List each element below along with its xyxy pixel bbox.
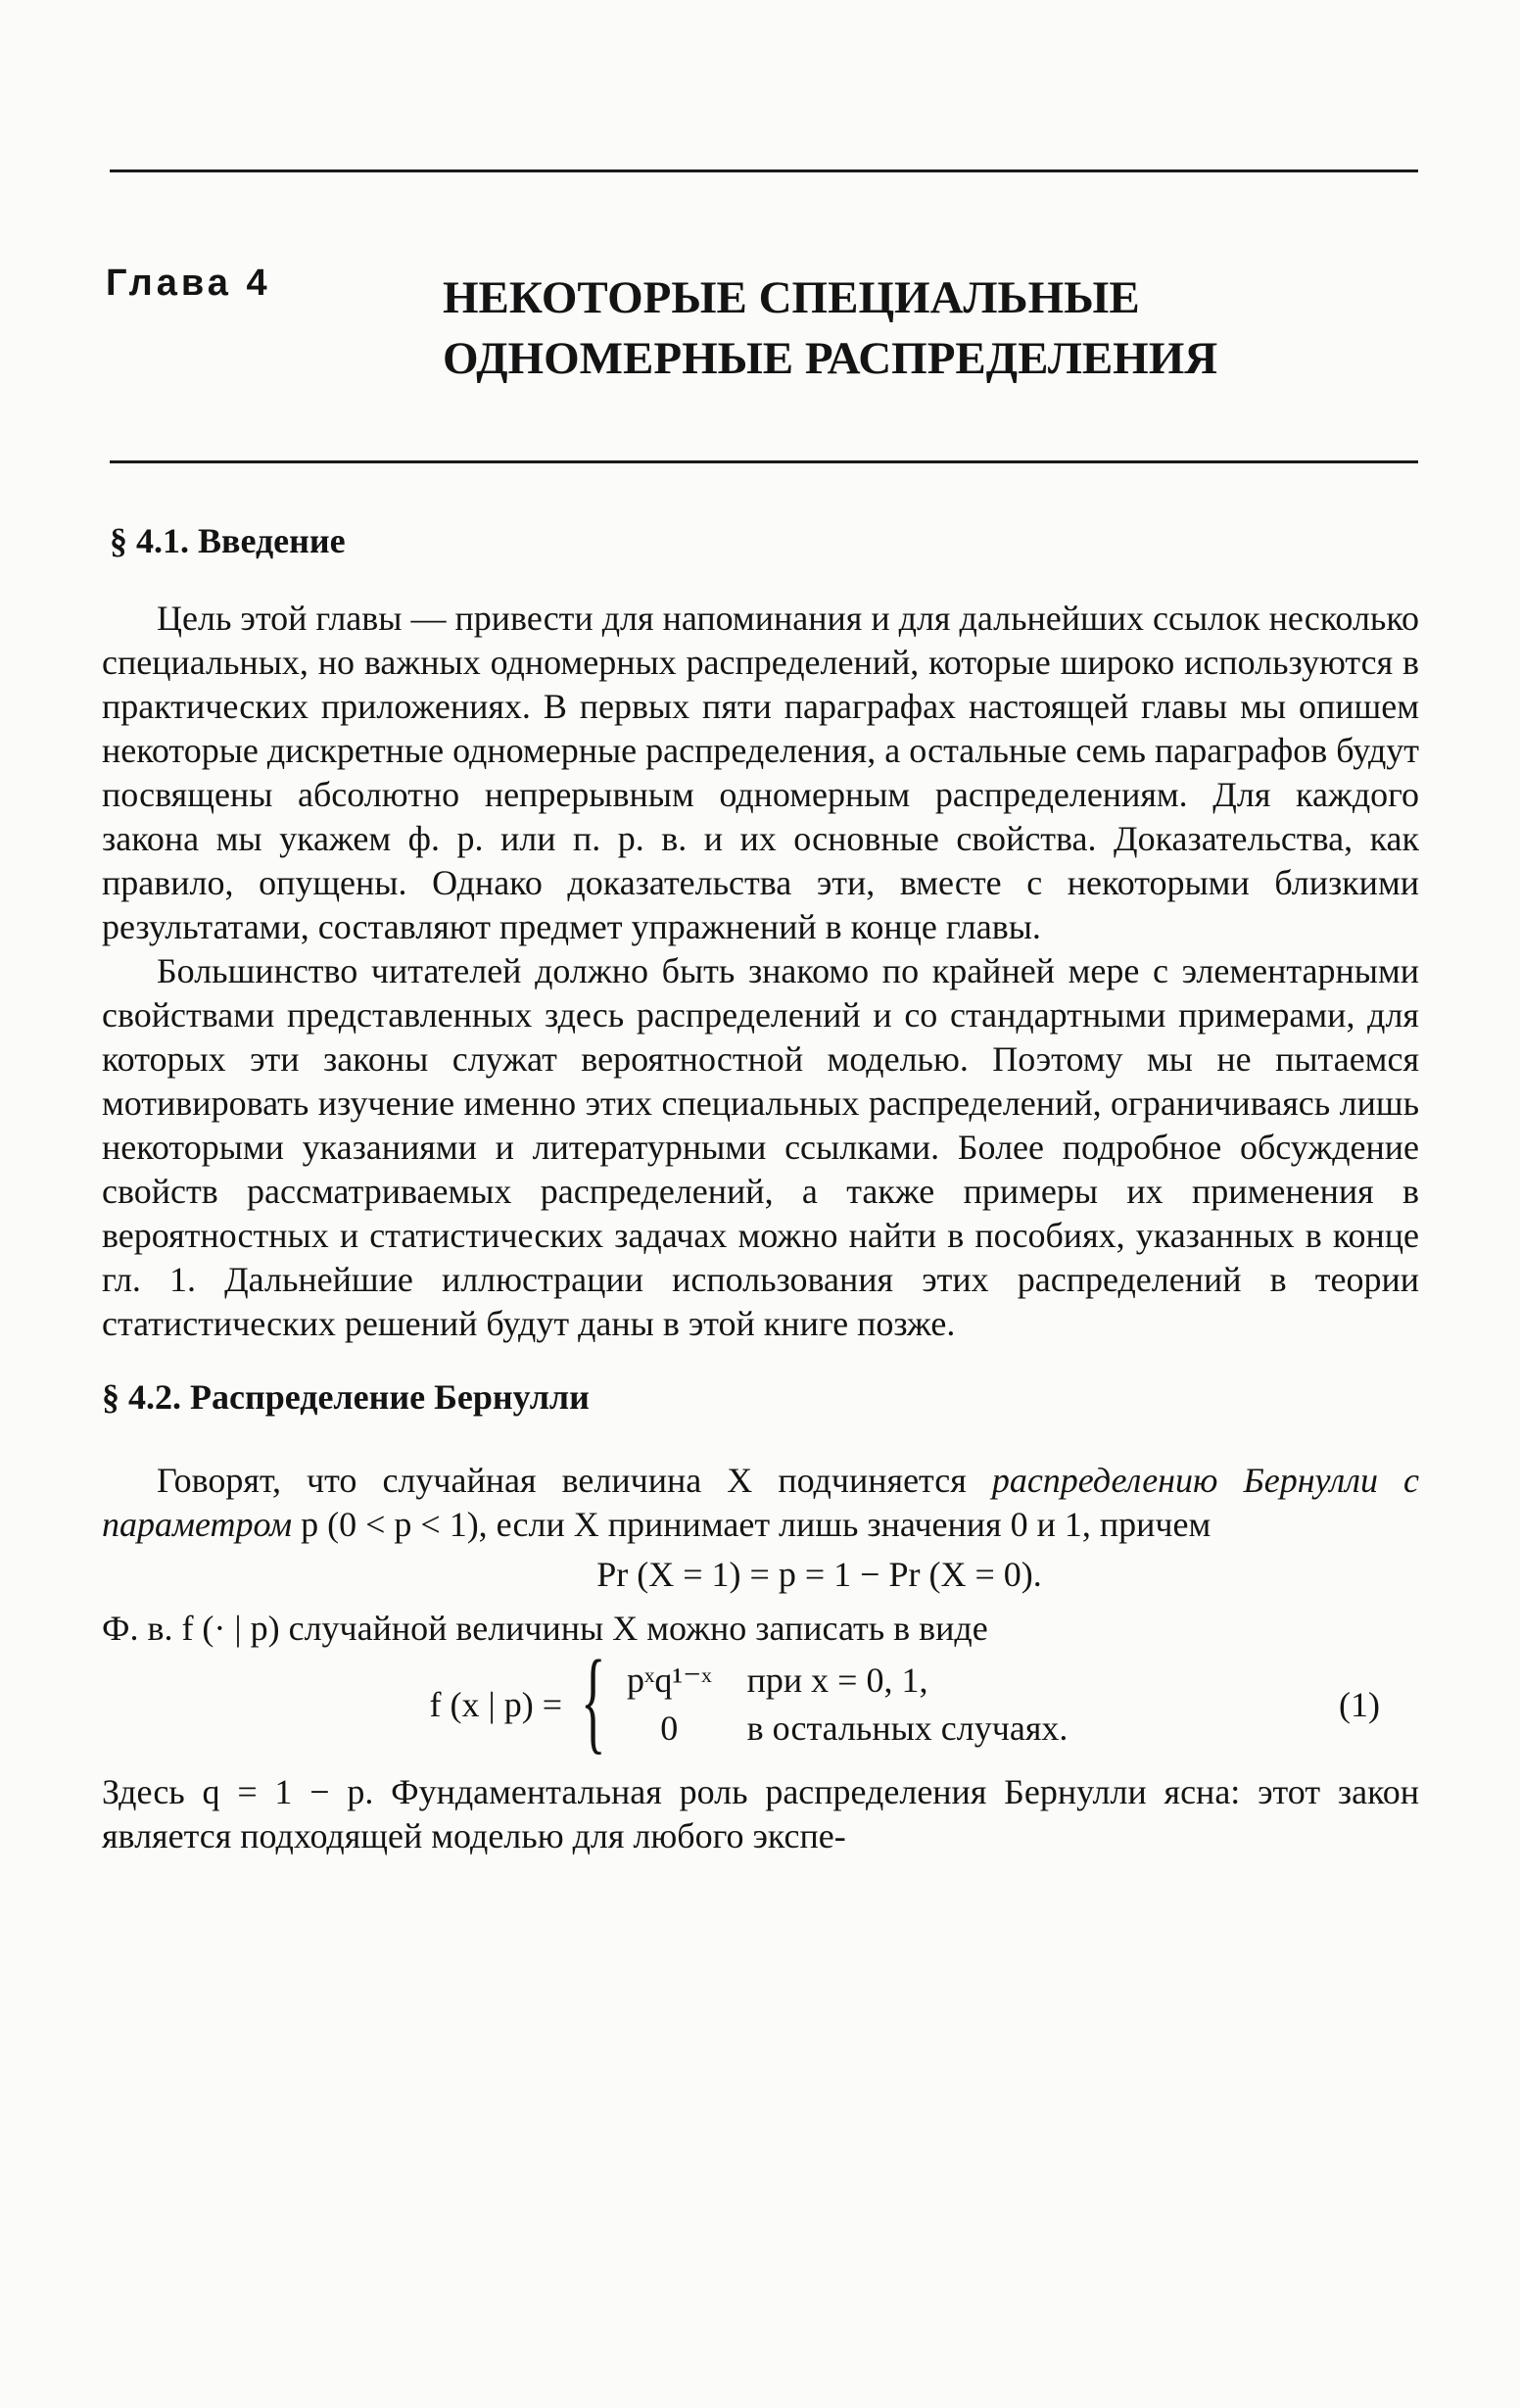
intro-paragraph-1: Цель этой главы — привести для напоминания и для дальнейших ссылок несколько специальных, но важных одномерных распределений, которые широко используются в практических приложениях. В первых пяти параграфах настоящей главы мы опишем некоторые дискретные одномерные распределения, а остальные семь параграфов будут посвящены абсолютно непрерывным одномерным распределениям. Для каждого закона мы укажем ф. р. или п. р. в. и их основные свойства. Доказательства, как правило, опущены. Однако доказательства эти, вместе с некоторыми близкими результатами, составляют предмет упражнений в конце главы.	[102, 599, 1419, 946]
pmf-cases	[609, 1657, 1085, 1753]
case-2-expression: 0	[660, 1709, 679, 1748]
pmf-lhs: f (x | p) =	[429, 1684, 562, 1724]
chapter-label: Глава 4	[106, 263, 271, 304]
bernoulli-paragraph-1	[102, 1459, 1419, 1547]
case-1-condition: при x = 0, 1,	[746, 1661, 928, 1700]
chapter-title-line-1: НЕКОТОРЫЕ СПЕЦИАЛЬНЫЕ	[443, 272, 1140, 323]
chapter-title-line-2: ОДНОМЕРНЫЕ РАСПРЕДЕЛЕНИЯ	[443, 333, 1218, 384]
section-heading-bernoulli: § 4.2. Распределение Бернулли	[102, 1377, 590, 1417]
bernoulli-text-a: Говорят, что случайная величина X подчиняется	[157, 1461, 992, 1500]
bottom-rule	[110, 460, 1418, 463]
equation-number: (1)	[1339, 1684, 1380, 1724]
case-1-expression: pˣq¹⁻ˣ	[627, 1661, 712, 1700]
bernoulli-paragraph-3: Здесь q = 1 − p. Фундаментальная роль распределения Бернулли ясна: этот закон является подходящей моделью для любого экспе-	[102, 1772, 1419, 1855]
probability-formula: Pr (X = 1) = p = 1 − Pr (X = 0).	[596, 1555, 1042, 1594]
page-body	[102, 519, 1419, 1858]
section-heading-intro: § 4.1. Введение	[110, 521, 346, 560]
bernoulli-text-b: p (0 < p < 1), если X принимает лишь значения 0 и 1, причем	[292, 1505, 1211, 1544]
intro-paragraph-2: Большинство читателей должно быть знакомо по крайней мере с элементарными свойствами представленных здесь распределений и со стандартными примерами, для которых эти законы служат вероятностной моделью. Поэтому мы не пытаемся мотивировать изучение именно этих специальных распределений, ограничиваясь лишь некоторыми указаниями и литературными ссылками. Более подробное обсуждение свойств рассматриваемых распределений, а также примеры их применения в вероятностных и статистических задачах можно найти в пособиях, указанных в конце гл. 1. Дальнейшие иллюстрации использования этих распределений в теории статистических решений будут даны в этой книге позже.	[102, 951, 1419, 1343]
pmf-formula	[102, 1636, 1419, 1764]
bernoulli-paragraph-2: Ф. в. f (· | p) случайной величины X можно записать в виде	[102, 1609, 988, 1648]
bernoulli-emphasis: распределению Бернулли с параметром	[102, 1461, 1419, 1544]
chapter-title	[443, 267, 1217, 389]
case-2-condition: в остальных случаях.	[746, 1709, 1069, 1748]
left-brace: {	[581, 1636, 606, 1764]
top-rule	[110, 169, 1418, 172]
